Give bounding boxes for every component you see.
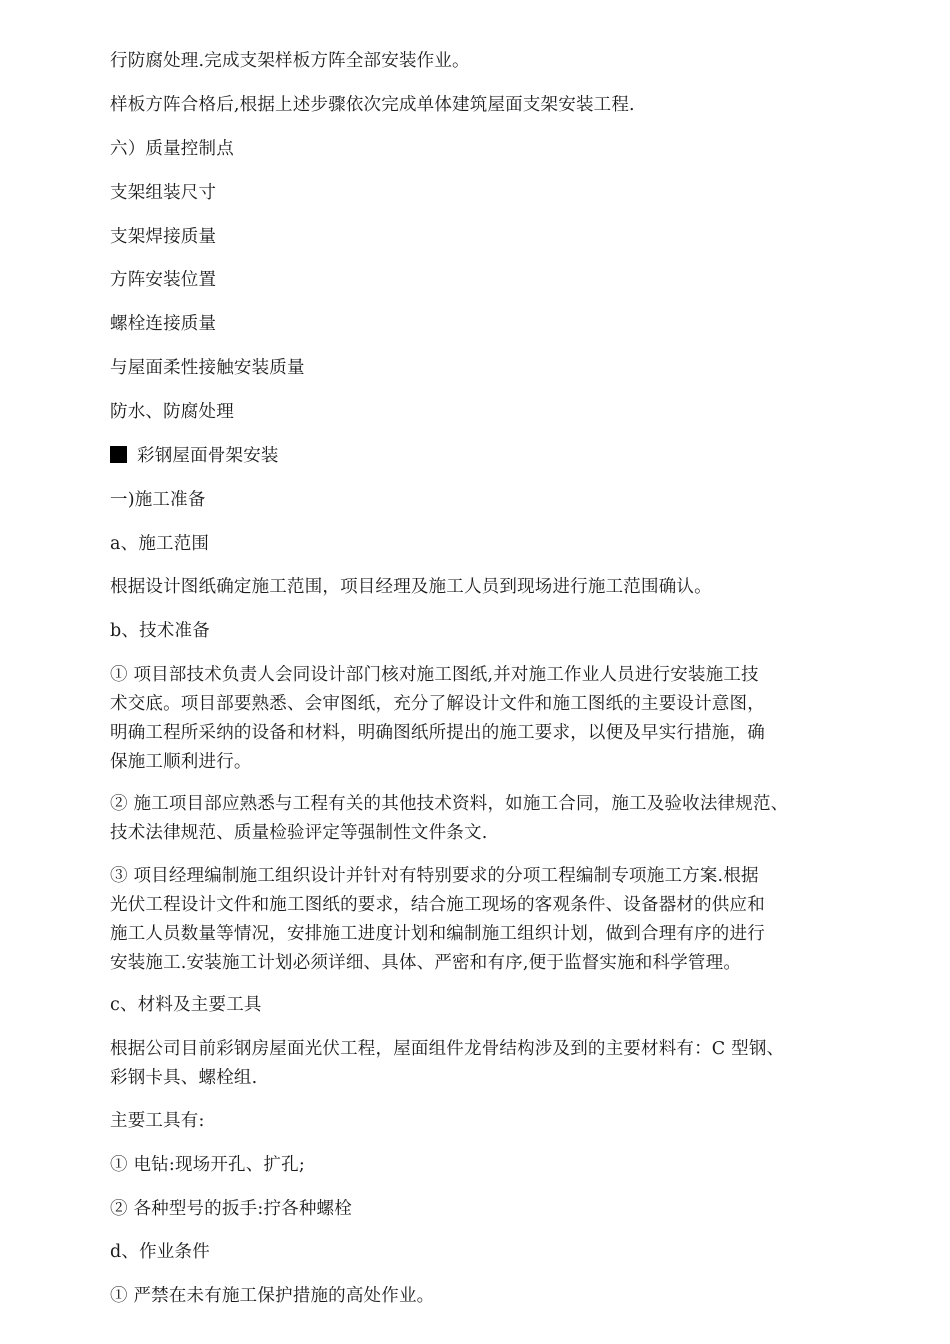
paragraph-line: 彩钢卡具、螺栓组. (110, 1068, 258, 1088)
paragraph-line: 施工人员数量等情况，安排施工进度计划和编制施工组织计划，做到合理有序的进行 (110, 924, 765, 944)
paragraph (110, 790, 840, 848)
item-heading: b、技术准备 (110, 621, 210, 641)
list-item: ① 严禁在未有施工保护措施的高处作业。 (110, 1286, 435, 1306)
list-item: ② 各种型号的扳手:拧各种螺栓 (110, 1199, 352, 1219)
text-line: 主要工具有: (110, 1111, 205, 1131)
section-heading-bullet (110, 442, 840, 471)
black-square-icon (110, 446, 127, 463)
paragraph (110, 1035, 840, 1093)
item-heading: c、材料及主要工具 (110, 995, 262, 1015)
list-item: 防水、防腐处理 (110, 402, 234, 422)
text-line: 根据设计图纸确定施工范围，项目经理及施工人员到现场进行施工范围确认。 (110, 577, 712, 597)
item-heading: a、施工范围 (110, 534, 210, 554)
list-item: 螺栓连接质量 (110, 314, 217, 334)
paragraph-line: ① 项目部技术负责人会同设计部门核对施工图纸,并对施工作业人员进行安装施工技 (110, 665, 759, 685)
text-line: 样板方阵合格后,根据上述步骤依次完成单体建筑屋面支架安装工程. (110, 95, 635, 115)
paragraph-line: 明确工程所采纳的设备和材料，明确图纸所提出的施工要求，以便及早实行措施，确 (110, 723, 765, 743)
paragraph (110, 661, 840, 777)
paragraph-line: 保施工顺利进行。 (110, 752, 252, 772)
paragraph-line: ② 施工项目部应熟悉与工程有关的其他技术资料，如施工合同，施工及验收法律规范、 (110, 794, 789, 814)
text-line: 行防腐处理.完成支架样板方阵全部安装作业。 (110, 51, 470, 71)
list-item: 支架组装尺寸 (110, 183, 217, 203)
list-item: 与屋面柔性接触安装质量 (110, 358, 305, 378)
paragraph-line: 技术法律规范、质量检验评定等强制性文件条文. (110, 823, 488, 843)
paragraph-line: 安装施工.安装施工计划必须详细、具体、严密和有序,便于监督实施和科学管理。 (110, 953, 742, 973)
paragraph (110, 862, 840, 978)
item-heading: d、作业条件 (110, 1242, 210, 1262)
paragraph-line: 根据公司目前彩钢房屋面光伏工程，屋面组件龙骨结构涉及到的主要材料有：C 型钢、 (110, 1039, 785, 1059)
list-item: 方阵安装位置 (110, 270, 217, 290)
subsection-heading: 一)施工准备 (110, 490, 206, 510)
paragraph-line: 光伏工程设计文件和施工图纸的要求，结合施工现场的客观条件、设备器材的供应和 (110, 895, 765, 915)
paragraph-line: 术交底。项目部要熟悉、会审图纸，充分了解设计文件和施工图纸的主要设计意图， (110, 694, 765, 714)
list-item: ① 电钻:现场开孔、扩孔; (110, 1155, 305, 1175)
section-heading: 六）质量控制点 (110, 139, 234, 159)
section-heading-text: 彩钢屋面骨架安装 (137, 446, 279, 466)
list-item: 支架焊接质量 (110, 227, 217, 247)
paragraph-line: ③ 项目经理编制施工组织设计并针对有特别要求的分项工程编制专项施工方案.根据 (110, 866, 759, 886)
